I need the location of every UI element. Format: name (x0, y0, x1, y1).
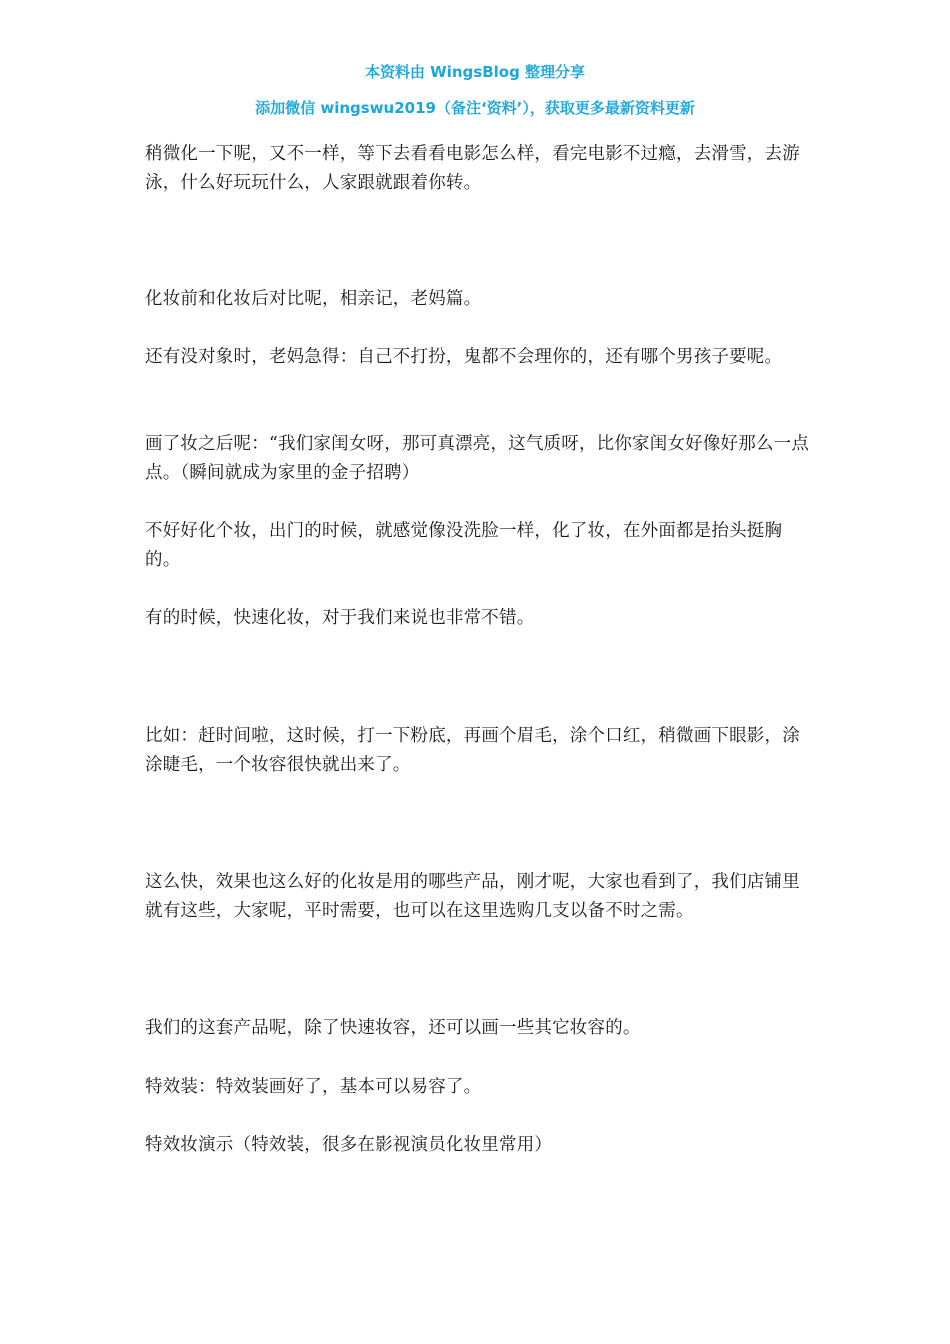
header-wechat-line: 添加微信 wingswu2019（备注‘资料’），获取更多最新资料更新 (255, 99, 695, 117)
paragraph-3: 还有没对象时，老妈急得：自己不打扮，鬼都不会理你的，还有哪个男孩子要呢。 (145, 347, 783, 367)
paragraph-9: 我们的这套产品呢，除了快速妆容，还可以画一些其它妆容的。 (145, 1018, 641, 1038)
paragraph-8: 这么快，效果也这么好的化妆是用的哪些产品，刚才呢，大家也看到了，我们店铺里就有这些，大家呢，平时需要，也可以在这里选购几支以备不时之需。 (145, 872, 800, 921)
paragraph-1: 稍微化一下呢，又不一样，等下去看看电影怎么样，看完电影不过瘾，去滑雪，去游泳，什么好玩玩什么，人家跟就跟着你转。 (145, 144, 800, 193)
paragraph-7: 比如：赶时间啦，这时候，打一下粉底，再画个眉毛，涂个口红，稍微画下眼影，涂涂睫毛，一个妆容很快就出来了。 (145, 726, 800, 775)
paragraph-6: 有的时候，快速化妆，对于我们来说也非常不错。 (145, 608, 535, 628)
paragraph-5: 不好好化个妆，出门的时候，就感觉像没洗脸一样，化了妆，在外面都是抬头挺胸的。 (145, 521, 783, 570)
header-share-line: 本资料由 WingsBlog 整理分享 (364, 63, 586, 81)
paragraph-2: 化妆前和化妆后对比呢，相亲记，老妈篇。 (145, 289, 482, 309)
paragraph-4: 画了妆之后呢：“我们家闺女呀，那可真漂亮，这气质呀，比你家闺女好像好那么一点点。（瞬间就成为家里的金子招聘） (145, 434, 810, 483)
paragraph-10: 特效装：特效装画好了，基本可以易容了。 (145, 1077, 482, 1097)
paragraph-11: 特效妆演示（特效装，很多在影视演员化妆里常用） (145, 1135, 553, 1155)
